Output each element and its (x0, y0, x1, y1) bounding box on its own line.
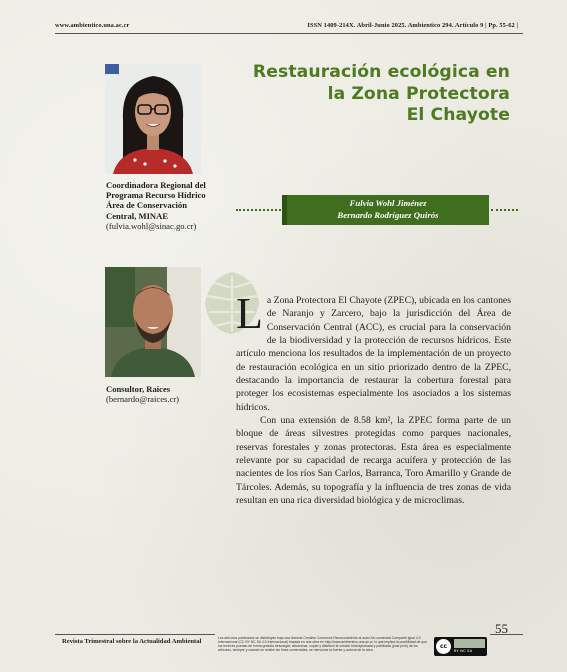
author1-affiliation: Coordinadora Regional del Programa Recurso Hídrico Área de Conservación Central, MINAE (106, 180, 206, 221)
title-line: El Chayote (406, 105, 510, 125)
authors-banner (282, 195, 489, 225)
website-url[interactable]: www.ambientico.una.ac.cr (55, 22, 130, 29)
paragraph-intro-text: a Zona Protectora El Chayote (ZPEC), ubicada en los cantones de Naranjo y Zarcero, bajo la jurisdicción del Área de Conservación Central (ACC), es crucial para la conservación de la biodiversidad y la protección de recursos hídricos. Este artículo menciona los resultados de la implementación de un proyecto de restauración ecológica en un sitio priorizado dentro de la ZPEC, destacando la importancia de restaurar la cobertura forestal para proteger los ecosistemas especialmente los asociados a los sistemas hídricos. (236, 295, 511, 413)
dotted-rule-right (491, 209, 518, 211)
author1-email[interactable]: (fulvia.wohl@sinac.go.cr) (106, 220, 197, 231)
author-photo-fulvia (105, 64, 201, 174)
article-body (236, 289, 511, 508)
author-photo-bernardo (105, 267, 201, 377)
journal-name: Revista Trimestral sobre la Actualidad Ambiental (62, 638, 202, 645)
header-divider (55, 33, 523, 34)
paragraph-intro (236, 289, 511, 414)
license-notice: Los artículos publicados se distribuyen bajo una licencia Creative Commons Reconocimiento al autor-No comercial-Compartir igual 4.0 Internacional (CC BY NC SA 4.0 Internacional) basada en una obra en http://www.ambientico.una.ac.cr, lo que implica la posibilidad de que los lectores puedan de forma gratuita descargar, almacenar, copiar y distribuir la versión final aprobada y publicada (post print) de los artículos, siempre y cuando se realice sin fines comerciales, se mencione la fuente y autoría de la obra. (218, 636, 427, 653)
drop-cap: L (236, 289, 263, 338)
page-number: 55 (495, 621, 508, 636)
author2-email[interactable]: (bernardo@raices.cr) (106, 394, 180, 405)
author-name: Fulvia Wohl Jiménez (349, 198, 427, 208)
cc-badge-label: BY NC SA (454, 649, 473, 653)
paragraph-extension: Con una extensión de 8.58 km², la ZPEC forma parte de un bloque de áreas silvestres protegidas como parques nacionales, reservas forestales y zonas protectoras. Esta área es especialmente relevante por su capacidad de recarga acuífera y protección de las nacientes de los ríos San Carlos, Barranca, Toro Amarillo y Grande de Tárcoles. Además, su topografía y la influencia de tres zonas de vida resultan en una rica diversidad biológica y de microclimas. (236, 415, 511, 507)
issn-citation: ISSN 1409-214X. Abril-Junio 2025. Ambientico 294. Artículo 9 | Pp. 55-62 | (307, 22, 518, 29)
cc-logo-icon: cc (436, 639, 451, 654)
creative-commons-badge[interactable] (434, 637, 487, 656)
title-line: la Zona Protectora (327, 83, 510, 104)
dotted-rule-left (236, 209, 281, 211)
article-title (253, 62, 510, 127)
author2-caption (106, 384, 216, 404)
footer-divider (55, 634, 215, 635)
author-name: Bernardo Rodríguez Quirós (337, 209, 439, 220)
title-line: Restauración ecológica en (252, 62, 510, 82)
author1-caption (106, 180, 210, 231)
cc-attribution-icons (454, 639, 485, 648)
author2-affiliation: Consultor, Raices (106, 384, 171, 394)
